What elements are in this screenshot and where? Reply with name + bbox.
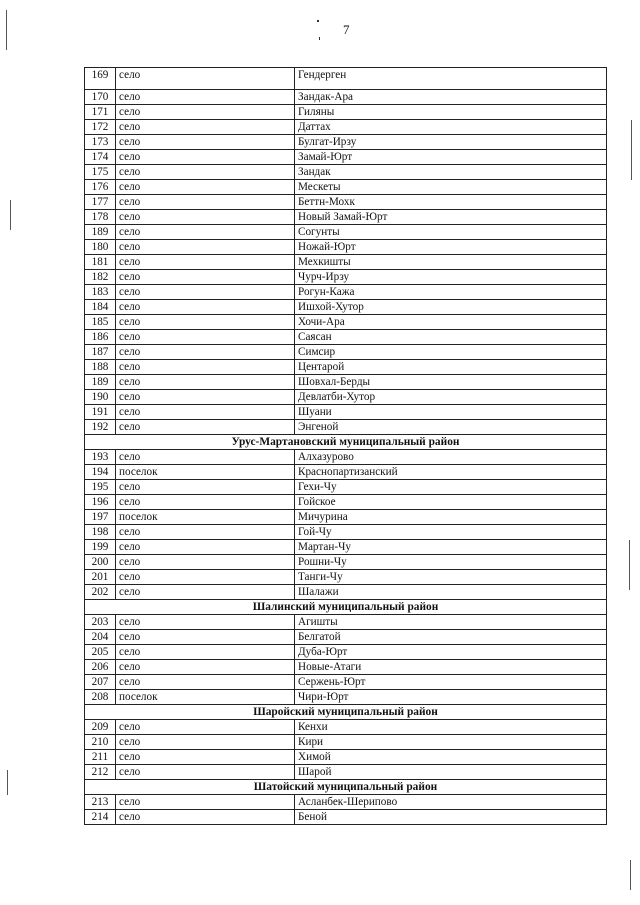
row-number: 200 xyxy=(85,555,116,570)
table-row xyxy=(85,420,607,435)
scan-edge-mark xyxy=(10,200,11,230)
settlement-name: Новый Замай-Юрт xyxy=(295,210,607,225)
table-row xyxy=(85,375,607,390)
settlement-name: Даттах xyxy=(295,120,607,135)
district-header-row xyxy=(85,600,607,615)
table-row xyxy=(85,360,607,375)
table-row xyxy=(85,615,607,630)
settlement-name: Гиляны xyxy=(295,105,607,120)
settlement-type: село xyxy=(116,285,295,300)
table-row xyxy=(85,660,607,675)
settlement-type: село xyxy=(116,555,295,570)
row-number: 184 xyxy=(85,300,116,315)
row-number: 193 xyxy=(85,450,116,465)
table-row xyxy=(85,525,607,540)
settlement-type: село xyxy=(116,68,295,90)
district-header-row xyxy=(85,780,607,795)
scan-edge-mark xyxy=(629,540,630,590)
row-number: 169 xyxy=(85,68,116,90)
district-title: Шатойский муниципальный район xyxy=(85,780,607,795)
row-number: 204 xyxy=(85,630,116,645)
row-number: 199 xyxy=(85,540,116,555)
settlement-name: Чири-Юрт xyxy=(295,690,607,705)
row-number: 182 xyxy=(85,270,116,285)
settlement-name: Новые-Атаги xyxy=(295,660,607,675)
table-row xyxy=(85,585,607,600)
settlement-type: село xyxy=(116,795,295,810)
settlement-type: село xyxy=(116,210,295,225)
district-header-row xyxy=(85,705,607,720)
settlement-type: поселок xyxy=(116,465,295,480)
table-row xyxy=(85,555,607,570)
row-number: 203 xyxy=(85,615,116,630)
table-row xyxy=(85,120,607,135)
settlement-type: село xyxy=(116,810,295,825)
settlement-type: село xyxy=(116,360,295,375)
table-row xyxy=(85,68,607,90)
settlement-type: село xyxy=(116,540,295,555)
settlement-type: село xyxy=(116,165,295,180)
row-number: 189 xyxy=(85,375,116,390)
settlement-name: Замай-Юрт xyxy=(295,150,607,165)
row-number: 208 xyxy=(85,690,116,705)
table-row xyxy=(85,675,607,690)
settlement-name: Энгеной xyxy=(295,420,607,435)
settlement-name: Гой-Чу xyxy=(295,525,607,540)
table-row xyxy=(85,405,607,420)
row-number: 198 xyxy=(85,525,116,540)
row-number: 207 xyxy=(85,675,116,690)
settlement-name: Мичурина xyxy=(295,510,607,525)
table-row xyxy=(85,345,607,360)
row-number: 209 xyxy=(85,720,116,735)
settlement-type: село xyxy=(116,450,295,465)
scan-speck xyxy=(319,37,320,40)
settlement-type: село xyxy=(116,615,295,630)
row-number: 205 xyxy=(85,645,116,660)
settlement-name: Чурч-Ирзу xyxy=(295,270,607,285)
settlement-name: Гехи-Чу xyxy=(295,480,607,495)
settlement-type: село xyxy=(116,135,295,150)
row-number: 177 xyxy=(85,195,116,210)
settlement-type: село xyxy=(116,150,295,165)
table-row xyxy=(85,570,607,585)
settlement-name: Гендерген xyxy=(295,68,607,90)
table-row xyxy=(85,765,607,780)
settlement-type: село xyxy=(116,765,295,780)
row-number: 213 xyxy=(85,795,116,810)
table-row xyxy=(85,150,607,165)
table-row xyxy=(85,285,607,300)
table-row xyxy=(85,720,607,735)
settlement-type: село xyxy=(116,570,295,585)
table-row xyxy=(85,210,607,225)
settlement-type: село xyxy=(116,585,295,600)
scan-edge-mark xyxy=(6,10,7,50)
settlement-name: Сержень-Юрт xyxy=(295,675,607,690)
row-number: 183 xyxy=(85,285,116,300)
table-row xyxy=(85,735,607,750)
row-number: 175 xyxy=(85,165,116,180)
table-row xyxy=(85,105,607,120)
settlement-name: Ишхой-Хутор xyxy=(295,300,607,315)
settlement-type: село xyxy=(116,105,295,120)
settlement-name: Рогун-Кажа xyxy=(295,285,607,300)
district-title: Шалинский муниципальный район xyxy=(85,600,607,615)
settlement-type: село xyxy=(116,390,295,405)
settlement-type: село xyxy=(116,90,295,105)
row-number: 178 xyxy=(85,210,116,225)
settlement-type: село xyxy=(116,750,295,765)
settlement-type: село xyxy=(116,675,295,690)
row-number: 170 xyxy=(85,90,116,105)
row-number: 214 xyxy=(85,810,116,825)
row-number: 189 xyxy=(85,225,116,240)
settlement-type: село xyxy=(116,720,295,735)
settlement-type: село xyxy=(116,645,295,660)
table-row xyxy=(85,180,607,195)
row-number: 195 xyxy=(85,480,116,495)
table-row xyxy=(85,480,607,495)
settlement-name: Девлатби-Хутор xyxy=(295,390,607,405)
table-row xyxy=(85,270,607,285)
table-row xyxy=(85,165,607,180)
settlement-name: Кири xyxy=(295,735,607,750)
settlement-name: Хочи-Ара xyxy=(295,315,607,330)
scan-edge-mark xyxy=(631,120,632,180)
row-number: 186 xyxy=(85,330,116,345)
district-title: Шаройский муниципальный район xyxy=(85,705,607,720)
row-number: 171 xyxy=(85,105,116,120)
settlement-type: село xyxy=(116,120,295,135)
settlement-name: Белгатой xyxy=(295,630,607,645)
row-number: 181 xyxy=(85,255,116,270)
settlement-name: Беттн-Мохк xyxy=(295,195,607,210)
row-number: 180 xyxy=(85,240,116,255)
settlement-type: село xyxy=(116,345,295,360)
row-number: 174 xyxy=(85,150,116,165)
row-number: 173 xyxy=(85,135,116,150)
row-number: 202 xyxy=(85,585,116,600)
settlement-type: село xyxy=(116,405,295,420)
settlement-name: Мескеты xyxy=(295,180,607,195)
settlement-name: Симсир xyxy=(295,345,607,360)
row-number: 201 xyxy=(85,570,116,585)
table-row xyxy=(85,330,607,345)
table-row xyxy=(85,135,607,150)
district-title: Урус-Мартановский муниципальный район xyxy=(85,435,607,450)
settlement-name: Согунты xyxy=(295,225,607,240)
settlement-name: Шарой xyxy=(295,765,607,780)
scan-edge-mark xyxy=(630,860,631,890)
settlement-type: село xyxy=(116,315,295,330)
table-row xyxy=(85,225,607,240)
table-row xyxy=(85,750,607,765)
table-row xyxy=(85,195,607,210)
table-row xyxy=(85,315,607,330)
settlement-type: село xyxy=(116,525,295,540)
scan-edge-mark xyxy=(7,770,8,795)
settlement-name: Мехкишты xyxy=(295,255,607,270)
settlements-table-body xyxy=(85,68,607,825)
page-number: 7 xyxy=(343,22,350,37)
settlement-name: Гойское xyxy=(295,495,607,510)
settlement-type: село xyxy=(116,660,295,675)
row-number: 212 xyxy=(85,765,116,780)
settlement-type: село xyxy=(116,630,295,645)
settlement-name: Танги-Чу xyxy=(295,570,607,585)
settlement-type: село xyxy=(116,180,295,195)
table-row xyxy=(85,300,607,315)
settlement-type: село xyxy=(116,300,295,315)
settlement-name: Кенхи xyxy=(295,720,607,735)
settlement-name: Шуани xyxy=(295,405,607,420)
table-row xyxy=(85,645,607,660)
settlement-name: Агишты xyxy=(295,615,607,630)
row-number: 185 xyxy=(85,315,116,330)
settlement-name: Асланбек-Шерипово xyxy=(295,795,607,810)
settlement-type: село xyxy=(116,375,295,390)
settlement-name: Рошни-Чу xyxy=(295,555,607,570)
table-row xyxy=(85,510,607,525)
district-header-row xyxy=(85,435,607,450)
settlement-name: Зандак xyxy=(295,165,607,180)
row-number: 197 xyxy=(85,510,116,525)
settlement-type: село xyxy=(116,270,295,285)
table-row xyxy=(85,795,607,810)
settlement-type: село xyxy=(116,420,295,435)
settlements-table xyxy=(84,67,607,825)
settlement-type: село xyxy=(116,495,295,510)
settlement-name: Саясан xyxy=(295,330,607,345)
table-row xyxy=(85,630,607,645)
row-number: 211 xyxy=(85,750,116,765)
settlement-name: Булгат-Ирзу xyxy=(295,135,607,150)
settlement-type: село xyxy=(116,480,295,495)
settlement-type: поселок xyxy=(116,510,295,525)
row-number: 172 xyxy=(85,120,116,135)
settlement-name: Алхазурово xyxy=(295,450,607,465)
settlement-type: село xyxy=(116,255,295,270)
settlement-name: Центарой xyxy=(295,360,607,375)
table-row xyxy=(85,540,607,555)
row-number: 196 xyxy=(85,495,116,510)
scan-speck xyxy=(317,20,319,22)
table-row xyxy=(85,690,607,705)
settlement-type: село xyxy=(116,330,295,345)
settlement-name: Краснопартизанский xyxy=(295,465,607,480)
settlement-type: село xyxy=(116,240,295,255)
settlement-type: село xyxy=(116,735,295,750)
settlement-name: Шовхал-Берды xyxy=(295,375,607,390)
row-number: 192 xyxy=(85,420,116,435)
settlement-name: Дуба-Юрт xyxy=(295,645,607,660)
settlement-type: село xyxy=(116,225,295,240)
row-number: 188 xyxy=(85,360,116,375)
settlement-name: Беной xyxy=(295,810,607,825)
row-number: 194 xyxy=(85,465,116,480)
row-number: 210 xyxy=(85,735,116,750)
table-row xyxy=(85,240,607,255)
row-number: 187 xyxy=(85,345,116,360)
row-number: 176 xyxy=(85,180,116,195)
table-row xyxy=(85,465,607,480)
table-row xyxy=(85,450,607,465)
settlement-name: Зандак-Ара xyxy=(295,90,607,105)
settlement-name: Шалажи xyxy=(295,585,607,600)
settlement-type: поселок xyxy=(116,690,295,705)
table-row xyxy=(85,495,607,510)
row-number: 206 xyxy=(85,660,116,675)
settlement-name: Химой xyxy=(295,750,607,765)
settlement-type: село xyxy=(116,195,295,210)
row-number: 190 xyxy=(85,390,116,405)
table-row xyxy=(85,390,607,405)
settlement-name: Мартан-Чу xyxy=(295,540,607,555)
row-number: 191 xyxy=(85,405,116,420)
settlement-name: Ножай-Юрт xyxy=(295,240,607,255)
table-row xyxy=(85,90,607,105)
table-row xyxy=(85,255,607,270)
table-row xyxy=(85,810,607,825)
